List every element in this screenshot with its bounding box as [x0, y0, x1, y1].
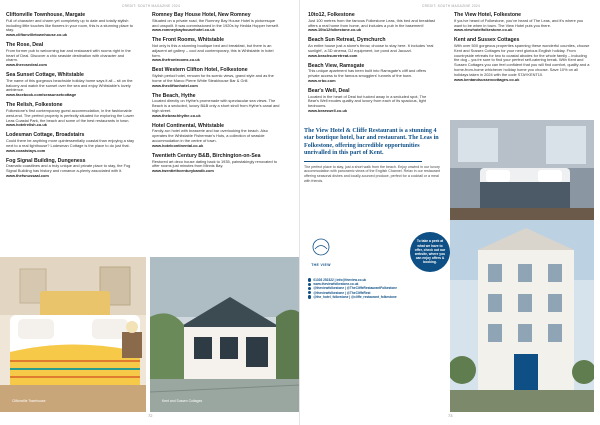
right-page — [300, 0, 600, 425]
listing-url[interactable]: www.coaststays.com — [6, 147, 46, 153]
listing-url[interactable]: www.thebeachhythe.co.uk — [152, 112, 201, 118]
listing-url[interactable]: www.vrbo.com — [308, 77, 336, 83]
view-hotel-logo — [308, 238, 334, 266]
listing-url[interactable]: www.therosedeal.com — [6, 62, 47, 68]
advert-headline: The View Hotel & Cliffe Restaurant is a stunning 4 star boutique hotel, bar and restaurant. The Leas in Folkestone, offering incredible opportunities unrivalled in this part of Kent. — [304, 128, 439, 156]
cottage-photo — [150, 257, 300, 412]
advert-photo-interior — [450, 120, 594, 220]
listing-url[interactable]: www.hotelcontinental.co.uk — [152, 142, 204, 148]
listing-entry — [454, 37, 590, 82]
listing-entry — [308, 12, 438, 33]
listing-url[interactable]: www.beachsunretreat.com — [308, 52, 358, 58]
listing-entry — [152, 153, 282, 174]
listing-body: If you've heard of Folkestone, you've heard of The Leas, and it's where you want to be when in town. The View Hotel puts you there. — [454, 17, 584, 28]
contact-text[interactable]: @the_hotel_folkestone | @cliffe_restaurant_folkestone — [313, 294, 397, 299]
listing-title: The Beach, Hythe — [152, 92, 196, 99]
listing-entry — [6, 102, 136, 128]
running-head-right: CREDIT: SOUTH MAGAZINE 2024 — [422, 4, 481, 8]
listing-url[interactable]: www.bearswell.co.uk — [308, 107, 347, 113]
listing-title: Cliftonville Townhouse, Margate — [6, 12, 86, 18]
listing-title: The Relish, Folkestone — [6, 102, 63, 109]
advert-contacts — [308, 278, 450, 299]
listing-body: An entire house just a stone's throw, choose to stay here. It includes 'real sunlight', a 3D cinema, DJ equipment, ice pond and Jacuzzi. — [308, 42, 434, 53]
listing-url[interactable]: www.thecliftonhotel.com — [152, 82, 198, 88]
advert-cta-circle — [410, 232, 450, 272]
bedroom-illustration — [0, 257, 146, 412]
listing-url[interactable]: www.cliftonvilletownhouse.co.uk — [6, 32, 68, 38]
listing-body: Stylish period hotel, renown for its scenic views, grand style and as the home of the Marco Pierre White Steakhouse Bar & Grill. — [152, 73, 274, 83]
page-number-left: 72 — [148, 413, 153, 418]
advert-body: The perfect place to stay, just a short walk from the beach. Enjoy unwind in our luxury accommodation with panoramic views of the English Channel. Relax in our restaurant offering seasonal dishes and locally-sourced produce, perfect for a cocktail or a meal with friends. — [304, 164, 441, 183]
listing-body: Just 100 metres from the famous Folkestone Leas, this bed and breakfast offers a real home from home, and includes a pub in the basement! — [308, 17, 435, 28]
listing-title: Beach Sun Retreat, Dymchurch — [308, 37, 386, 44]
left-column-1 — [6, 12, 136, 183]
listing-title: Hotel Continental, Whitstable — [152, 122, 225, 129]
listing-body: Folkestone's first contemporary guest accommodation, in the fashionable west-end. The perfect property is perfectly situated for exploring the Lower Leas Coastal Park, the beach and some of the best restaurants in town. — [6, 107, 134, 123]
advert-photo-exterior — [450, 220, 594, 412]
listing-entry — [308, 63, 438, 84]
listing-title: Bear's Well, Deal — [308, 87, 350, 94]
listing-url[interactable]: www.thefrontrooms.co.uk — [152, 57, 200, 63]
listing-body: Located in the heart of Deal but tucked away in a secluded spot, The Bear's Well exudes quality and luxury from each of its spacious, light bedrooms. — [308, 93, 427, 109]
listing-body: Located directly on Hythe's promenade with spectacular sea views. The Beach is a secluded, luxury B&B only a short stroll from Hythe's canal and high street. — [152, 98, 280, 113]
listing-entry — [6, 42, 136, 68]
contact-text[interactable]: @theviewfolkestone | @TheCliffeRest — [313, 290, 371, 295]
listing-body: Could there be anything more quintessentially coastal than enjoying a stay next to a real lighthouse? Lodesman Cottage is the place to do just that. — [6, 138, 135, 148]
listing-url[interactable]: www.10to12folkestone.co.uk — [308, 27, 362, 33]
listing-title: The View Hotel, Folkestone — [454, 12, 522, 18]
hotel-room-illustration — [450, 120, 594, 220]
right-column-1 — [308, 12, 438, 118]
listing-title: Kent and Sussex Cottages — [454, 37, 520, 44]
hotel-exterior-illustration — [450, 220, 594, 412]
listing-title: The Front Rooms, Whitstable — [152, 37, 225, 44]
listing-entry — [308, 37, 438, 58]
listing-title: Best Western Clifton Hotel, Folkestone — [152, 67, 248, 74]
right-column-2 — [454, 12, 590, 87]
listing-title: The Rose, Deal — [6, 42, 44, 49]
view-hotel-advert — [304, 120, 594, 412]
listing-title: Twentieth Century B&B, Birchington-on-Sea — [152, 152, 261, 159]
listing-entry — [6, 132, 136, 153]
listing-url[interactable]: www.viewhotelfolkestone.co.uk — [454, 27, 513, 33]
listing-body: This unique apartment has been built into Ramsgate's cliff and offers private access to the famous smugglers' tunnels of the town. — [308, 68, 427, 79]
listing-body: Dramatic coastlines and a truly unique and private place to stay, the Fog Signal Building has history and romance a-plenty associated with it. — [6, 163, 131, 174]
listing-url[interactable]: www.facebook.com/seasunsetcottage — [6, 92, 77, 98]
running-head-left: CREDIT: SOUTH MAGAZINE 2024 — [122, 4, 181, 8]
listing-entry — [6, 72, 136, 98]
listing-title: Lodesman Cottage, Broadstairs — [6, 132, 85, 139]
listing-entry — [6, 158, 136, 179]
listing-body: Family-run hotel with brasserie and bar overlooking the beach. Also operates the Whitstable Fisherman's Huts, a collection of seaside accommodation in the centre of town. — [152, 128, 268, 144]
contact-text[interactable]: 01303 252322 | info@theview.co.uk — [313, 278, 367, 282]
listing-body: Not only is this a stunning boutique bed and breakfast, but there is an adjacent art gallery – cool and contemporary, this is Whitstable in hotel form. — [152, 42, 274, 58]
listing-body: From former pub to welcoming bar and restaurant with rooms right in the heart of Deal. Discover a chic seaside destination with character and charm. — [6, 47, 131, 63]
listing-url[interactable]: www.hotelrelish.co.uk — [6, 122, 47, 128]
listing-entry — [152, 67, 282, 88]
listing-entry — [308, 88, 438, 114]
logo-wordmark: THE VIEW — [311, 263, 331, 267]
listing-body: The name of this gorgeous beachside holiday home says it all – sit on the balcony and watch the sunset over the sea and enjoy Whitstable's lovely ambience. — [6, 77, 133, 93]
listing-title: Beach View, Ramsgate — [308, 62, 365, 69]
contact-text[interactable]: @theviewfolkestone | @TheCliffeRestaurantFolkestone — [313, 286, 398, 291]
listing-entry — [152, 37, 282, 63]
listing-body: Situated on a private road, the Romney Bay House Hotel is picturesque and unspoilt. It was commissioned in the 1920s by Hedda Hopper herself. — [152, 17, 279, 28]
listing-title: Romney Bay House Hotel, New Romney — [152, 12, 251, 18]
listing-body: Restored art deco house dating back to 1935, painstakingly renovated to offer rooms just minutes from Minnis Bay. — [152, 158, 278, 169]
listing-title: 10to12, Folkestone — [308, 12, 355, 18]
listing-entry — [152, 12, 282, 33]
listing-url[interactable]: www.twentiethcenturybandb.com — [152, 168, 214, 174]
listing-title: Sea Sunset Cottage, Whitstable — [6, 72, 84, 79]
listing-title: Fog Signal Building, Dungeness — [6, 157, 86, 164]
listing-url[interactable]: www.romneybayhousehotel.co.uk — [152, 27, 215, 33]
page-number-right: 73 — [448, 413, 453, 418]
advert-text-block — [304, 128, 442, 183]
cottage-illustration — [150, 257, 300, 412]
logo-icon — [308, 238, 334, 258]
contact-row — [308, 295, 450, 299]
listing-url[interactable]: www.thefsnussaal.com — [6, 172, 49, 178]
listing-body: Full of character and charm yet completely up to date and totally stylish including little touches like flowers in your room, this is a stunning place to stay. — [6, 17, 133, 33]
listing-body: With over 500 gorgeous properties spanning these wonderful counties, choose Kent and Sussex Cottages for your next glorious English holiday. From countryside retreats for two to coastal abodes for the whole family – including the dog – you're sure to find your perfect self-catering break. With Kent and Sussex Cottages you can feel confident that you will find comfort, quality and a home-from-home whichever holiday home you choose. Save 10% on all holidays taken in 2024 with the code STAYKENT10. — [454, 42, 590, 77]
photo-caption: Kent and Sussex Cottages — [162, 399, 203, 403]
listing-entry — [152, 123, 282, 149]
contact-text[interactable]: www.theviewfolkestone.co.uk — [313, 282, 359, 287]
advert-divider — [304, 161, 422, 162]
cta-text: To take a peek at what we have to offer, check out our website, where you can enjoy offers & booking. — [414, 239, 446, 265]
bedroom-photo — [0, 257, 146, 412]
left-column-2 — [152, 12, 282, 178]
listing-entry — [454, 12, 590, 33]
instagram-icon — [308, 295, 311, 298]
listing-entry — [6, 12, 136, 38]
listing-entry — [152, 93, 282, 119]
listing-url[interactable]: www.kentandsussexcottages.co.uk — [454, 76, 520, 82]
photo-caption: Cliftonville Townhouse — [12, 399, 46, 403]
